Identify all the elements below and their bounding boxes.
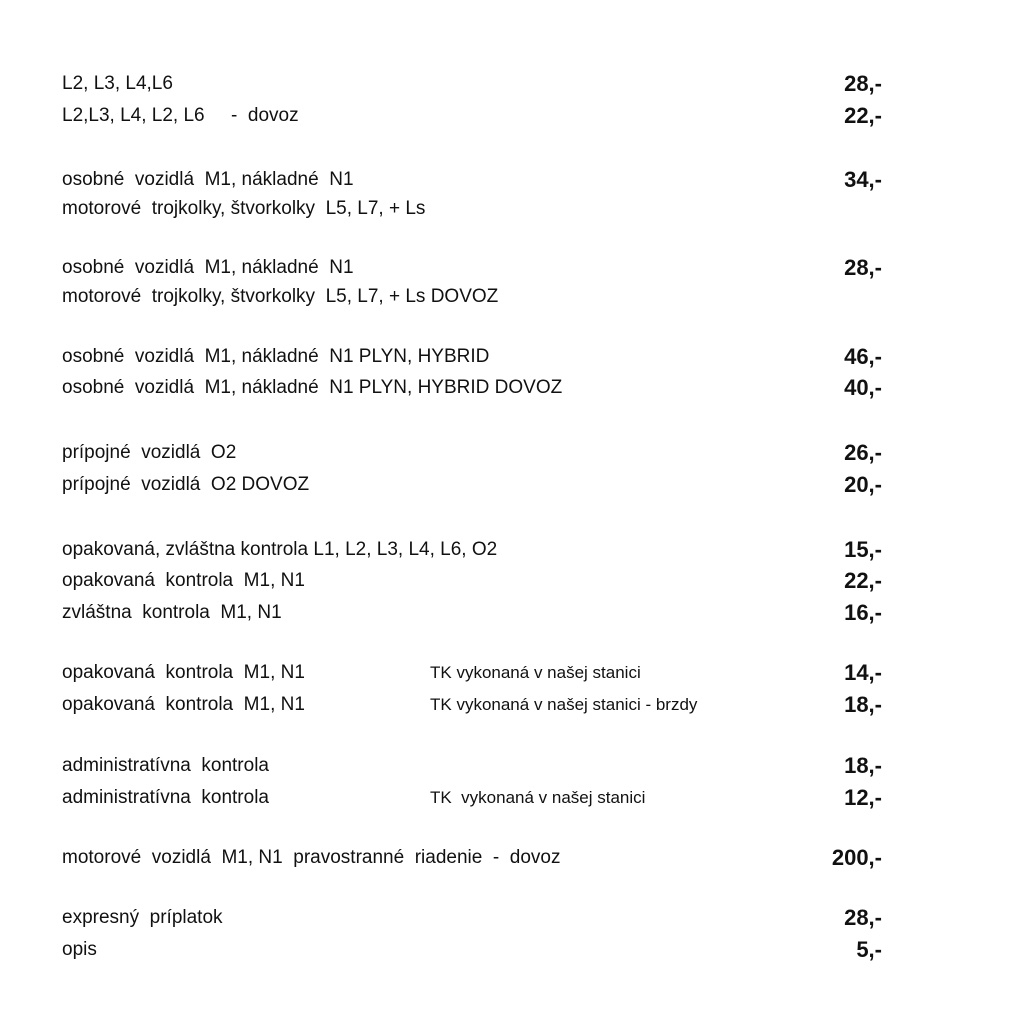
- row-label: opakovaná, zvláštna kontrola L1, L2, L3, L4, L6, O2: [62, 539, 498, 560]
- row-label: opakovaná kontrola M1, N1: [62, 694, 305, 715]
- row-price: 200,-: [831, 845, 882, 870]
- price-row: [62, 597, 882, 629]
- price-row: [62, 902, 882, 934]
- row-price: 20,-: [844, 472, 882, 497]
- row-price: 12,-: [844, 785, 882, 810]
- row-price: 16,-: [844, 600, 882, 625]
- row-price: 22,-: [844, 103, 882, 128]
- row-price: 28,-: [844, 71, 882, 96]
- row-price: 14,-: [844, 660, 882, 685]
- row-price: 28,-: [844, 255, 882, 280]
- row-price: 28,-: [844, 905, 882, 930]
- row-price: 26,-: [844, 440, 882, 465]
- row-price: 18,-: [844, 753, 882, 778]
- price-row: [62, 100, 882, 132]
- price-row: [62, 782, 882, 814]
- price-row: [62, 193, 882, 225]
- price-row: [62, 164, 882, 196]
- row-note: TK vykonaná v našej stanici: [430, 788, 646, 807]
- price-row: [62, 657, 882, 689]
- row-note: TK vykonaná v našej stanici: [430, 663, 641, 682]
- price-row: [62, 469, 882, 501]
- row-price: 15,-: [844, 537, 882, 562]
- price-row: [62, 68, 882, 100]
- row-label: opakovaná kontrola M1, N1: [62, 570, 305, 591]
- row-label: expresný príplatok: [62, 907, 223, 928]
- row-label: L2,L3, L4, L2, L6 - dovoz: [62, 105, 299, 126]
- row-label: motorové trojkolky, štvorkolky L5, L7, + Ls DOVOZ: [62, 286, 499, 307]
- row-price: 22,-: [844, 568, 882, 593]
- row-price: 46,-: [844, 344, 882, 369]
- price-row: [62, 934, 882, 966]
- row-label: prípojné vozidlá O2: [62, 442, 237, 463]
- price-row: [62, 341, 882, 373]
- row-label: motorové vozidlá M1, N1 pravostranné riadenie - dovoz: [62, 847, 561, 868]
- price-row: [62, 281, 882, 313]
- price-row: [62, 437, 882, 469]
- row-note: TK vykonaná v našej stanici - brzdy: [430, 695, 698, 714]
- price-row: [62, 842, 882, 874]
- row-price: 5,-: [856, 937, 882, 962]
- price-row: [62, 252, 882, 284]
- price-row: [62, 565, 882, 597]
- row-price: 40,-: [844, 375, 882, 400]
- row-label: opis: [62, 939, 97, 960]
- price-row: [62, 750, 882, 782]
- row-price: 34,-: [844, 167, 882, 192]
- price-row: [62, 534, 882, 566]
- row-label: prípojné vozidlá O2 DOVOZ: [62, 474, 310, 495]
- price-row: [62, 372, 882, 404]
- row-label: administratívna kontrola: [62, 755, 269, 776]
- row-label: L2, L3, L4,L6: [62, 73, 173, 94]
- row-label: administratívna kontrola: [62, 787, 269, 808]
- row-label: zvláštna kontrola M1, N1: [62, 602, 282, 623]
- row-label: osobné vozidlá M1, nákladné N1: [62, 169, 354, 190]
- row-label: osobné vozidlá M1, nákladné N1 PLYN, HYBRID: [62, 346, 490, 367]
- row-price: 18,-: [844, 692, 882, 717]
- row-label: osobné vozidlá M1, nákladné N1: [62, 257, 354, 278]
- price-row: [62, 689, 882, 721]
- row-label: motorové trojkolky, štvorkolky L5, L7, + Ls: [62, 198, 426, 219]
- row-label: osobné vozidlá M1, nákladné N1 PLYN, HYBRID DOVOZ: [62, 377, 563, 398]
- row-label: opakovaná kontrola M1, N1: [62, 662, 305, 683]
